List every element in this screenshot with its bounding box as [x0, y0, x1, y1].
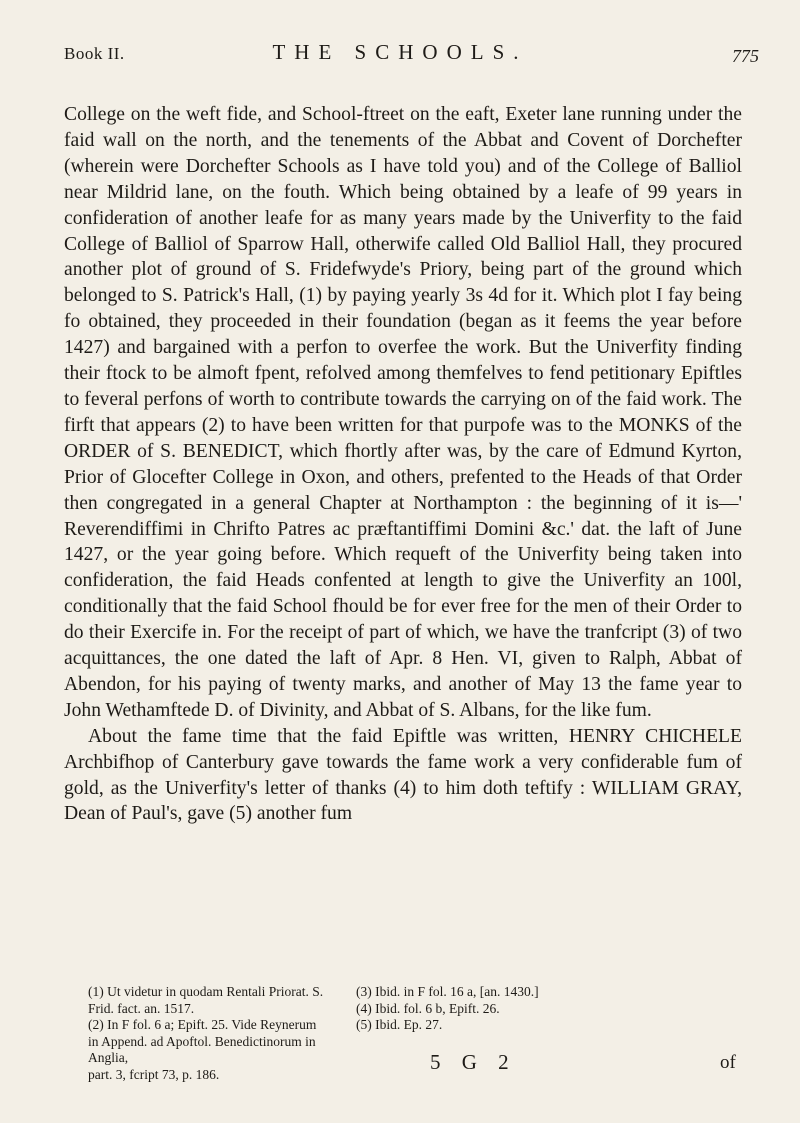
footnote-3: (3) Ibid. in F fol. 16 a, [an. 1430.] [356, 984, 539, 999]
footnotes-right-column [356, 984, 746, 1034]
footnote-5: (5) Ibid. Ep. 27. [356, 1017, 443, 1032]
main-text [64, 102, 742, 827]
footnote-line: (1) Ut videtur in quodam Rentali Priorat. S. [88, 984, 324, 999]
footnote-line: part. 3, fcript 73, p. 186. [88, 1066, 220, 1082]
paragraph: About the fame time that the faid Epiftle was written, HENRY CHICHELE Archbifhop of Canterbury gave towards the fame work a very confiderable fum of gold, as the Univerfity's letter of thanks (4) to him doth teftify : WILLIAM GRAY, Dean of Paul's, gave (5) another fum [64, 725, 742, 825]
footnote-line: in Append. ad Apoftol. Benedictinorum in Anglia, [88, 1033, 316, 1065]
running-title: THE SCHOOLS. [272, 40, 528, 64]
footnote-2 [88, 1017, 352, 1083]
catchword: of [720, 1052, 736, 1073]
paragraph: College on the weft fide, and School-ftreet on the eaft, Exeter lane running under the faid wall on the north, and the tenements of the Abbat and Covent of Dorchefter (wherein were Dorchefter Schools as I have told you) and of the College of Balliol near Mildrid lane, on the fouth. Which being obtained by a leafe of 99 years in confideration of another leafe for as many years made by the Univerfity to the faid College of Balliol of Sparrow Hall, otherwife called Old Balliol Hall, they procured another plot of ground of S. Fridefwyde's Priory, being part of the ground which belonged to S. Patrick's Hall, (1) by paying yearly 3s 4d for it. Which plot I fay being fo obtained, they proceeded in their foundation (began as it feems the year before 1427) and bargained with a perfon to overfee the work. But the Univerfity finding their ftock to be almoft fpent, refolved among themfelves to fend petitionary Epiftles to feveral perfons of worth to contribute towards the carrying on of the faid work. The firft that appears (2) to have been written for that purpofe was to the MONKS of the ORDER of S. BENEDICT, which fhortly after was, by the care of Edmund Kyrton, Prior of Glocefter College in Oxon, and others, prefented to the Heads of that Order then congregated in a general Chapter at Northampton : the beginning of it is—' Reverendiffimi in Chrifto Patres ac præftantiffimi Domini &c.' dat. the laft of June 1427, or the year going before. Which requeft of the Univerfity being taken into confideration, the faid Heads confented at length to give the Univerfity an 100l, conditionally that the faid School fhould be for ever free for the men of their Order to do their Exercife in. For the receipt of part of which, we have the tranfcript (3) of two acquittances, the one dated the laft of Apr. 8 Hen. VI, given to Ralph, Abbat of Abendon, for his paying of twenty marks, and another of May 13 the fame year to John Wethamftede D. of Divinity, and Abbat of S. Albans, for the like fum. [64, 104, 742, 721]
running-header [0, 40, 800, 70]
footnote-line: (2) In F fol. 6 a; Epift. 25. Vide Reynerum [88, 1017, 317, 1032]
footnote-4: (4) Ibid. fol. 6 b, Epift. 26. [356, 1000, 500, 1016]
book-label: Book II. [64, 44, 125, 63]
footnotes-left-column [88, 984, 352, 1083]
signature-mark: 5 G 2 [430, 1050, 517, 1074]
footnote-1 [88, 984, 352, 1017]
page-number: 775 [732, 46, 759, 66]
footnote-line: Frid. fact. an. 1517. [88, 1000, 195, 1016]
